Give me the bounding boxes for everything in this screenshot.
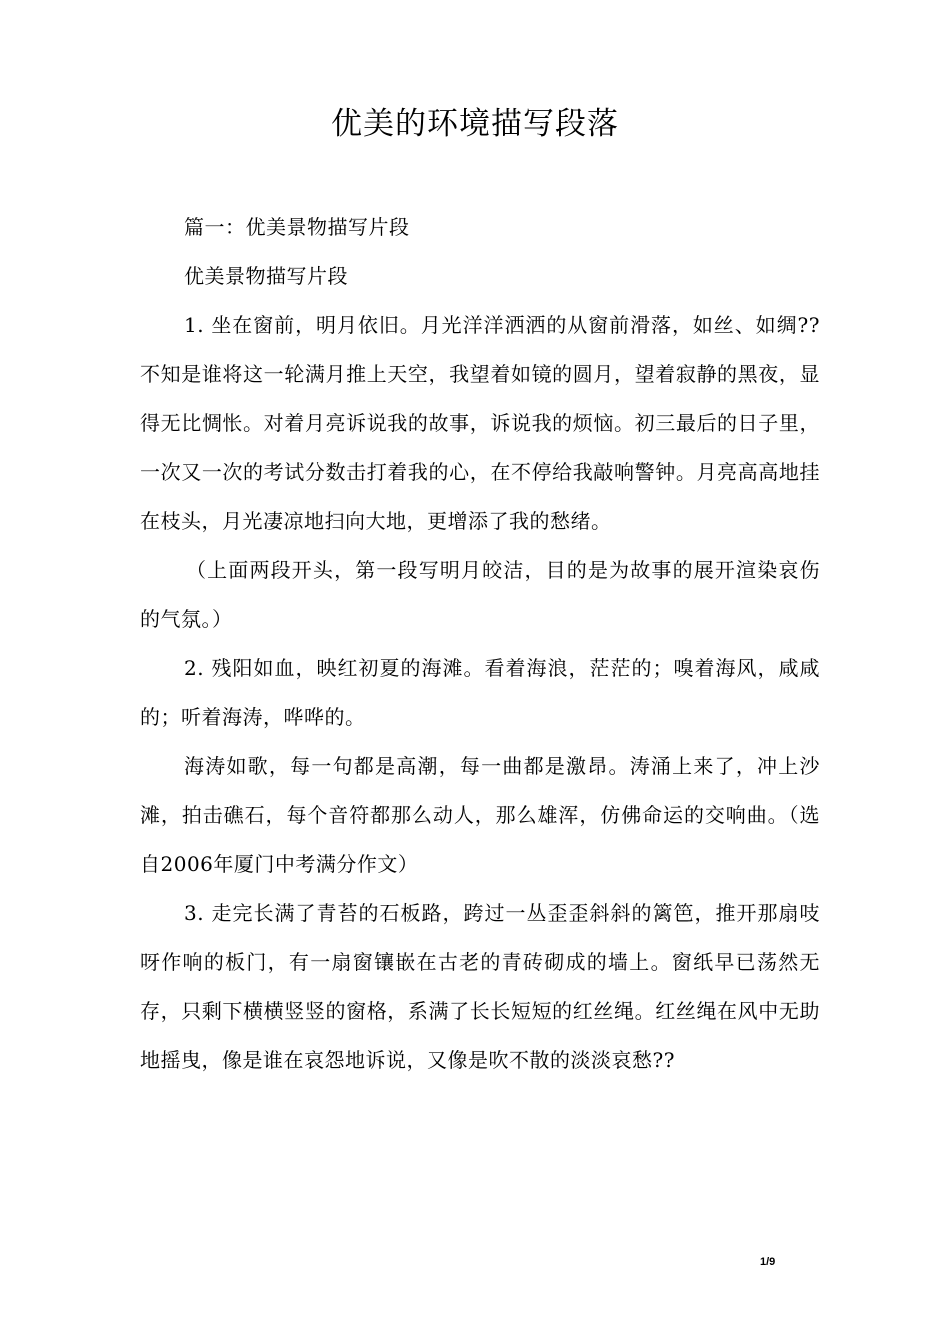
paragraph-2: （上面两段开头，第一段写明月皎洁，目的是为故事的展开渲染哀伤的气氛。）: [140, 558, 820, 631]
document-title: 优美的环境描写段落: [331, 106, 619, 142]
section-heading: 篇一：优美景物描写片段: [184, 215, 410, 239]
paragraph-5: 3. 走完长满了青苔的石板路，跨过一丛歪歪斜斜的篱笆，推开那扇吱呀作响的板门，有一扇窗镶嵌在古老的青砖砌成的墙上。窗纸早已荡然无存，只剩下横横竖竖的窗格，系满了长长短短的红丝绳。红丝绳在风中无助地摇曳，像是谁在哀怨地诉说，又像是吹不散的淡淡哀愁??: [140, 901, 820, 1072]
page-number: 1/9: [760, 1256, 776, 1268]
document-body: [140, 203, 820, 1085]
paragraph-4: 海涛如歌，每一句都是高潮，每一曲都是激昂。涛涌上来了，冲上沙滩，拍击礁石，每个音符都那么动人，那么雄浑，仿佛命运的交响曲。（选自2006年厦门中考满分作文）: [140, 754, 820, 876]
subheading: 优美景物描写片段: [184, 264, 348, 288]
paragraph-1: 1. 坐在窗前，明月依旧。月光洋洋洒洒的从窗前滑落，如丝、如绸??不知是谁将这一轮满月推上天空，我望着如镜的圆月，望着寂静的黑夜，显得无比惆怅。对着月亮诉说我的故事，诉说我的烦恼。初三最后的日子里，一次又一次的考试分数击打着我的心，在不停给我敲响警钟。月亮高高地挂在枝头，月光凄凉地扫向大地，更增添了我的愁绪。: [140, 313, 820, 533]
paragraph-3: 2. 残阳如血，映红初夏的海滩。看着海浪，茫茫的；嗅着海风，咸咸的；听着海涛，哗哗的。: [140, 656, 820, 729]
